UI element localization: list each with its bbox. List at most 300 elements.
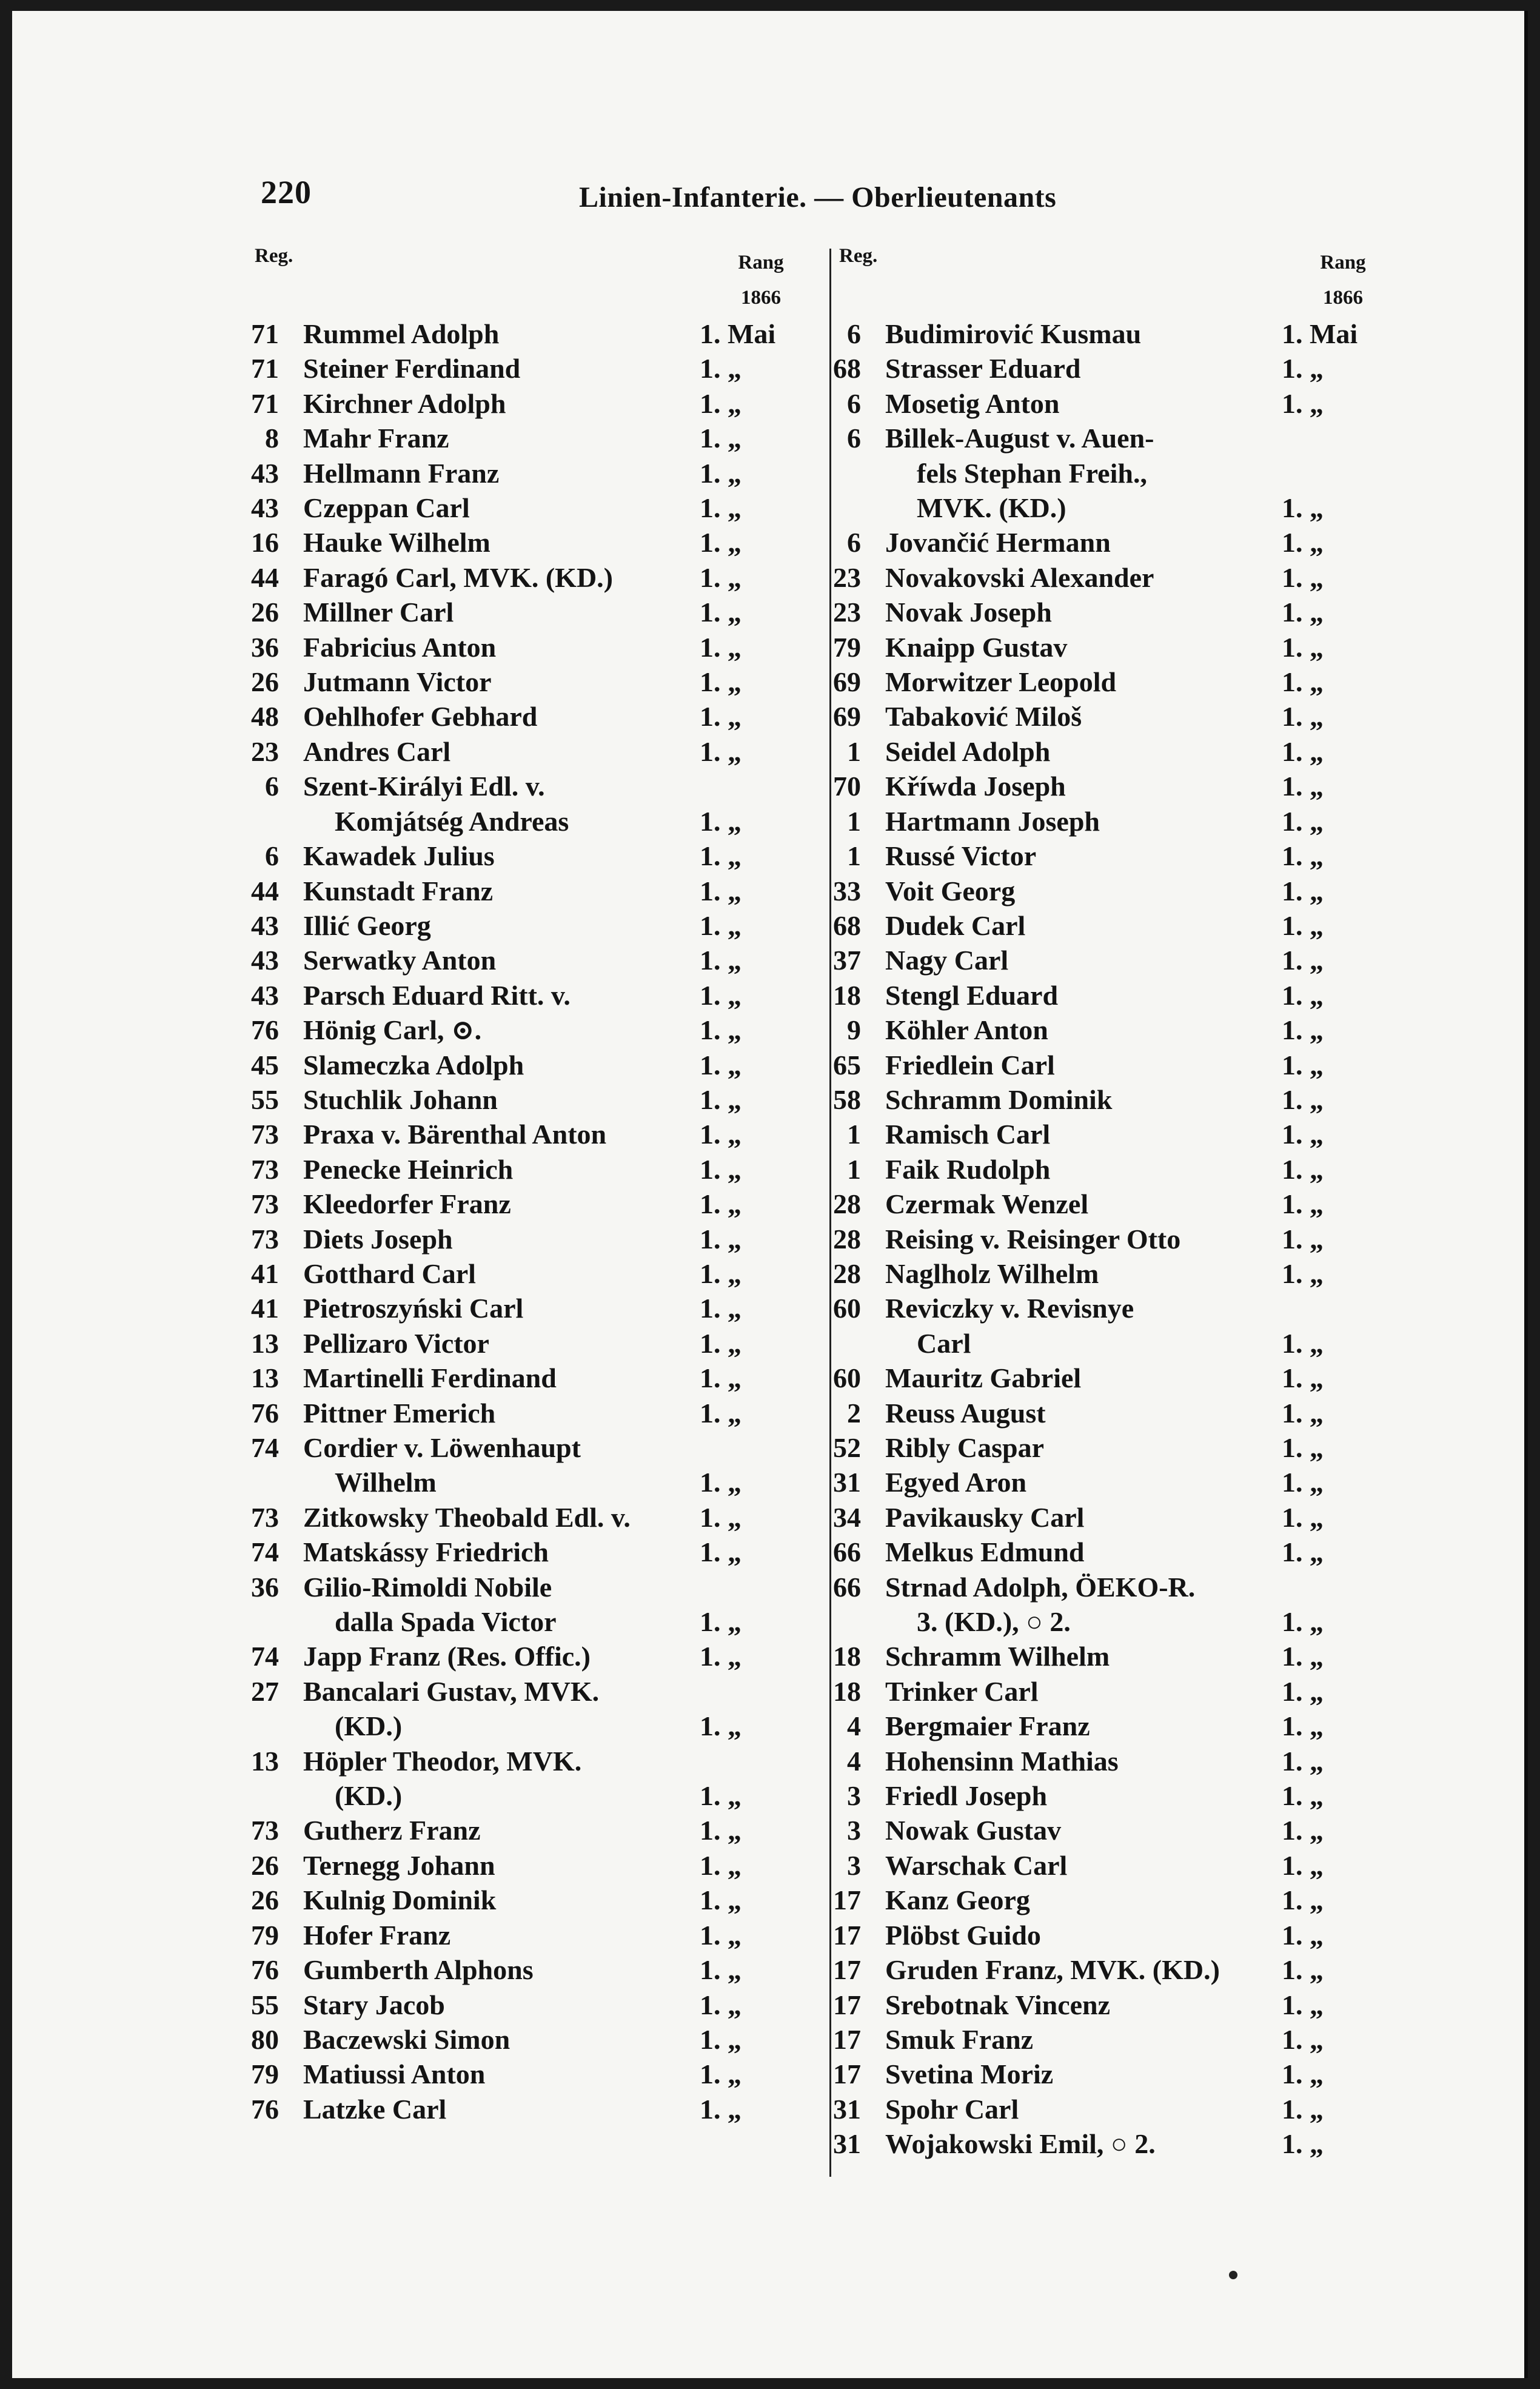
entry-row <box>212 1291 791 1325</box>
rang-text: 1. „ <box>700 423 742 454</box>
officer-name <box>279 839 685 873</box>
officer-name <box>279 1535 685 1569</box>
entry-row <box>212 1013 791 1047</box>
officer-name <box>861 317 1267 351</box>
name-line: Latzke Carl <box>303 2093 447 2125</box>
rang-date <box>1267 943 1373 977</box>
name-line: Czermak Wenzel <box>885 1188 1089 1220</box>
rang-text: 1. „ <box>700 631 742 663</box>
rang-date <box>1267 1465 1373 1499</box>
name-line: Novak Joseph <box>885 597 1052 628</box>
name-continuation: (KD.) <box>335 1780 403 1812</box>
name-line: Fabricius Anton <box>303 631 497 663</box>
reg-number: 3 <box>847 1849 861 1881</box>
rang-text: 1. „ <box>1282 979 1324 1011</box>
name-line: Matiussi Anton <box>303 2059 486 2090</box>
officer-name <box>861 1918 1267 1952</box>
name-line: Kulnig Dominik <box>303 1885 497 1916</box>
right-reg-header: Reg. <box>839 245 878 267</box>
officer-name <box>279 560 685 595</box>
rang-text: 1. „ <box>700 805 742 837</box>
officer-name <box>861 1013 1267 1047</box>
officer-name <box>861 769 1267 803</box>
entry-row <box>794 1535 1373 1569</box>
name-line: Gumberth Alphons <box>303 1954 534 1986</box>
officer-name <box>861 1709 1267 1743</box>
entry-row <box>212 1256 791 1291</box>
reg-number: 45 <box>251 1049 279 1081</box>
reg-number: 17 <box>833 2023 861 2055</box>
name-line: Kawadek Julius <box>303 840 495 872</box>
rang-text: 1. „ <box>700 1641 742 1672</box>
reg-number: 31 <box>833 2093 861 2125</box>
officer-name <box>861 1674 1267 1709</box>
entry-row <box>212 1744 791 1814</box>
officer-name <box>279 1361 685 1395</box>
name-line: Hartmann Joseph <box>885 805 1100 837</box>
officer-name <box>279 1674 685 1744</box>
name-line: Praxa v. Bärenthal Anton <box>303 1119 607 1150</box>
name-line: Pellizaro Victor <box>303 1327 489 1359</box>
name-line: Kleedorfer Franz <box>303 1188 511 1220</box>
rang-text: 1. „ <box>700 1919 742 1951</box>
entry-row <box>212 874 791 908</box>
rang-text: 1. „ <box>1282 1885 1324 1916</box>
rang-date <box>1267 665 1373 699</box>
name-line: Ribly Caspar <box>885 1432 1044 1463</box>
entry-row <box>794 1744 1373 1778</box>
reg-number: 17 <box>833 1885 861 1916</box>
rang-date <box>685 1883 791 1917</box>
rang-date <box>1267 2022 1373 2057</box>
rang-date <box>1267 1918 1373 1952</box>
entry-row <box>212 1500 791 1535</box>
entry-row <box>794 1256 1373 1291</box>
officer-name <box>279 1918 685 1952</box>
rang-date <box>685 943 791 977</box>
reg-number: 66 <box>833 1536 861 1568</box>
rang-date <box>1267 978 1373 1013</box>
rang-date <box>1267 421 1373 525</box>
officer-name <box>279 908 685 943</box>
name-line: Ramisch Carl <box>885 1119 1051 1150</box>
rang-date <box>685 317 791 351</box>
name-continuation: Komjátség Andreas <box>335 805 569 837</box>
rang-date <box>1267 630 1373 665</box>
rang-text: 1. „ <box>1282 1049 1324 1081</box>
entry-row <box>212 386 791 421</box>
officer-name <box>279 1291 685 1325</box>
rang-text: 1. „ <box>1282 1919 1324 1951</box>
rang-text: 1. „ <box>1282 1536 1324 1568</box>
name-line: Knaipp Gustav <box>885 631 1068 663</box>
rang-text: 1. „ <box>700 1397 742 1429</box>
officer-name <box>279 2022 685 2057</box>
officer-name <box>279 1952 685 1987</box>
rang-text: 1. „ <box>1282 1362 1324 1394</box>
rang-text: 1. „ <box>1282 910 1324 941</box>
entry-row <box>212 1988 791 2022</box>
officer-name <box>279 2092 685 2126</box>
name-line: Stengl Eduard <box>885 979 1059 1011</box>
name-line: Martinelli Ferdinand <box>303 1362 557 1394</box>
name-line: Hellmann Franz <box>303 457 500 489</box>
entry-row <box>794 874 1373 908</box>
left-rang-label: Rang <box>738 252 784 273</box>
reg-number: 76 <box>251 1954 279 1986</box>
entry-row <box>794 1570 1373 1640</box>
entry-row <box>212 734 791 769</box>
entry-row <box>794 1117 1373 1151</box>
entry-row <box>212 351 791 386</box>
entry-row <box>794 1430 1373 1465</box>
name-line: Plöbst Guido <box>885 1919 1041 1951</box>
officer-name <box>861 1048 1267 1082</box>
name-line: Höpler Theodor, MVK. <box>303 1745 582 1777</box>
officer-name <box>279 317 685 351</box>
entry-row <box>794 1361 1373 1395</box>
rang-text: 1. „ <box>700 1467 742 1498</box>
officer-name <box>279 1082 685 1117</box>
rang-date <box>685 630 791 665</box>
officer-name <box>861 1639 1267 1674</box>
officer-name <box>861 351 1267 386</box>
rang-text: 1. „ <box>1282 735 1324 767</box>
rang-date <box>685 1082 791 1117</box>
entry-row <box>212 1883 791 1917</box>
rang-text: 1. „ <box>700 1606 742 1638</box>
rang-date <box>685 734 791 769</box>
name-line: Melkus Edmund <box>885 1536 1085 1568</box>
reg-number: 43 <box>251 910 279 941</box>
reg-number: 60 <box>833 1362 861 1394</box>
rang-date <box>1267 1744 1373 1778</box>
rang-text: 1. „ <box>1282 561 1324 593</box>
rang-text: 1. „ <box>1282 840 1324 872</box>
reg-number: 73 <box>251 1815 279 1846</box>
running-title: Linien-Infanterie. — Oberlieutenants <box>579 181 1057 213</box>
rang-date <box>1267 699 1373 734</box>
reg-number: 71 <box>251 318 279 349</box>
rang-text: 1. „ <box>1282 1119 1324 1150</box>
reg-number: 26 <box>251 666 279 698</box>
officer-name <box>861 1117 1267 1151</box>
rang-date <box>1267 595 1373 629</box>
rang-date <box>685 1570 791 1640</box>
officer-name <box>279 1048 685 1082</box>
officer-name <box>279 1396 685 1430</box>
rang-text: 1. „ <box>700 1780 742 1812</box>
rang-date <box>685 874 791 908</box>
name-line: Spohr Carl <box>885 2093 1019 2125</box>
name-line: Gotthard Carl <box>303 1258 476 1289</box>
rang-date <box>685 1361 791 1395</box>
reg-number: 26 <box>251 1849 279 1881</box>
reg-number: 33 <box>833 875 861 906</box>
entry-row <box>794 2126 1373 2161</box>
reg-number: 28 <box>833 1188 861 1220</box>
name-line: Dudek Carl <box>885 910 1026 941</box>
entry-row <box>212 978 791 1013</box>
reg-number: 36 <box>251 631 279 663</box>
rang-text: 1. „ <box>1282 631 1324 663</box>
rang-text: 1. „ <box>700 875 742 906</box>
entry-row <box>794 769 1373 803</box>
name-line: Jutmann Victor <box>303 666 492 698</box>
reg-number: 41 <box>251 1258 279 1289</box>
entry-row <box>212 525 791 560</box>
entry-row <box>794 665 1373 699</box>
reg-number: 76 <box>251 2093 279 2125</box>
rang-date <box>1267 769 1373 803</box>
entry-row <box>794 908 1373 943</box>
name-line: Czeppan Carl <box>303 492 470 524</box>
entry-row <box>794 1013 1373 1047</box>
reg-number: 1 <box>847 1119 861 1150</box>
name-line: Kříwda Joseph <box>885 771 1066 802</box>
reg-number: 16 <box>251 527 279 558</box>
rang-text: 1. „ <box>700 1084 742 1115</box>
officer-name <box>861 2057 1267 2091</box>
rang-date <box>1267 1222 1373 1256</box>
entry-row <box>794 1709 1373 1743</box>
name-line: Faragó Carl, MVK. (KD.) <box>303 561 613 593</box>
rang-date <box>685 2092 791 2126</box>
reg-number: 55 <box>251 1989 279 2020</box>
entry-row <box>212 1117 791 1151</box>
rang-date <box>685 1048 791 1082</box>
entry-row <box>794 1465 1373 1499</box>
rang-text: 1. „ <box>1282 1501 1324 1533</box>
rang-text: 1. „ <box>700 910 742 941</box>
officer-name <box>861 1396 1267 1430</box>
entry-row <box>212 1674 791 1744</box>
rang-date <box>685 1744 791 1814</box>
name-line: Andres Carl <box>303 735 451 767</box>
name-line: Wojakowski Emil, ○ 2. <box>885 2128 1156 2160</box>
rang-text: 1. „ <box>700 1153 742 1185</box>
rang-date <box>1267 1187 1373 1221</box>
reg-number: 6 <box>265 840 279 872</box>
rang-text: 1. „ <box>1282 945 1324 976</box>
rang-text: 1. „ <box>1282 1084 1324 1115</box>
reg-number: 79 <box>251 1919 279 1951</box>
rang-date <box>1267 1013 1373 1047</box>
rang-date <box>1267 1674 1373 1709</box>
reg-number: 73 <box>251 1501 279 1533</box>
officer-name <box>279 1639 685 1674</box>
name-continuation: Wilhelm <box>335 1467 437 1498</box>
rang-date <box>685 665 791 699</box>
entry-row <box>212 1570 791 1640</box>
entry-row <box>212 1048 791 1082</box>
rang-date <box>1267 1291 1373 1361</box>
entry-row <box>794 525 1373 560</box>
entry-row <box>794 734 1373 769</box>
name-line: Reising v. Reisinger Otto <box>885 1223 1181 1255</box>
rang-date <box>1267 1778 1373 1813</box>
rang-date <box>685 525 791 560</box>
rang-date <box>685 1988 791 2022</box>
reg-number: 6 <box>847 423 861 454</box>
entry-row <box>794 978 1373 1013</box>
name-line: Pittner Emerich <box>303 1397 496 1429</box>
entry-row <box>212 456 791 491</box>
rang-date <box>1267 2092 1373 2126</box>
reg-number: 76 <box>251 1014 279 1046</box>
right-rang-year: 1866 <box>1323 287 1363 309</box>
rang-text: 1. „ <box>700 979 742 1011</box>
reg-number: 48 <box>251 701 279 732</box>
name-line: Budimirović Kusmau <box>885 318 1142 349</box>
reg-number: 79 <box>251 2059 279 2090</box>
rang-text: 1. „ <box>700 1536 742 1568</box>
name-line: Faik Rudolph <box>885 1153 1051 1185</box>
reg-number: 23 <box>833 597 861 628</box>
rang-date <box>685 769 791 839</box>
rang-text: 1. „ <box>700 1362 742 1394</box>
officer-name <box>861 1883 1267 1917</box>
rang-text: 1. „ <box>1282 1467 1324 1498</box>
rang-text: 1. „ <box>700 597 742 628</box>
page-number: 220 <box>261 174 312 210</box>
officer-name <box>861 978 1267 1013</box>
rang-date <box>1267 1988 1373 2022</box>
reg-number: 44 <box>251 561 279 593</box>
name-line: Hohensinn Mathias <box>885 1745 1119 1777</box>
entry-row <box>212 317 791 351</box>
rang-date <box>685 1918 791 1952</box>
rang-date <box>685 456 791 491</box>
rang-text: 1. „ <box>1282 875 1324 906</box>
left-rang-header <box>715 245 806 315</box>
reg-number: 71 <box>251 353 279 384</box>
rang-text: 1. „ <box>1282 2093 1324 2125</box>
reg-number: 73 <box>251 1153 279 1185</box>
officer-name <box>861 804 1267 839</box>
rang-date <box>1267 874 1373 908</box>
rang-date <box>1267 351 1373 386</box>
name-line: Schramm Wilhelm <box>885 1641 1110 1672</box>
reg-number: 18 <box>833 1675 861 1707</box>
officer-name <box>279 1117 685 1151</box>
rang-date <box>685 1848 791 1883</box>
officer-name <box>279 525 685 560</box>
officer-name <box>279 630 685 665</box>
officer-name <box>861 1570 1267 1640</box>
rang-date <box>685 1187 791 1221</box>
name-line: Bergmaier Franz <box>885 1710 1090 1742</box>
rang-text: 1. „ <box>700 945 742 976</box>
rang-date <box>685 421 791 455</box>
reg-number: 37 <box>833 945 861 976</box>
rang-text: 1. „ <box>700 1293 742 1324</box>
rang-date <box>1267 1256 1373 1291</box>
rang-text: 1. „ <box>1282 771 1324 802</box>
name-line: Mahr Franz <box>303 423 449 454</box>
entry-row <box>794 1082 1373 1117</box>
reg-number: 13 <box>251 1327 279 1359</box>
reg-number: 3 <box>847 1780 861 1812</box>
name-line: Novakovski Alexander <box>885 561 1154 593</box>
officer-name <box>279 1187 685 1221</box>
name-line: Steiner Ferdinand <box>303 353 521 384</box>
officer-name <box>861 386 1267 421</box>
reg-number: 80 <box>251 2023 279 2055</box>
entry-row <box>212 699 791 734</box>
officer-name <box>861 1152 1267 1187</box>
rang-text: 1. „ <box>1282 1780 1324 1812</box>
officer-name <box>279 386 685 421</box>
name-line: Illić Georg <box>303 910 431 941</box>
officer-name <box>279 943 685 977</box>
rang-text: 1. „ <box>1282 1710 1324 1742</box>
reg-number: 1 <box>847 1153 861 1185</box>
name-line: Pietroszyński Carl <box>303 1293 524 1324</box>
officer-name <box>861 1952 1267 1987</box>
name-line: Tabaković Miloš <box>885 701 1082 732</box>
entry-row <box>794 1848 1373 1883</box>
officer-name <box>279 1988 685 2022</box>
reg-number: 74 <box>251 1641 279 1672</box>
rang-text: 1. „ <box>1282 492 1324 524</box>
rang-date <box>685 1013 791 1047</box>
name-line: Penecke Heinrich <box>303 1153 514 1185</box>
rang-date <box>1267 317 1373 351</box>
officer-name <box>861 1988 1267 2022</box>
rang-date <box>1267 1535 1373 1569</box>
rang-date <box>1267 1570 1373 1640</box>
reg-number: 4 <box>847 1745 861 1777</box>
officer-name <box>861 630 1267 665</box>
name-line: Strnad Adolph, ÖEKO-R. <box>885 1571 1196 1603</box>
name-line: Parsch Eduard Ritt. v. <box>303 979 571 1011</box>
entry-row <box>794 839 1373 873</box>
rang-text: 1. „ <box>700 492 742 524</box>
name-continuation: (KD.) <box>335 1710 403 1742</box>
name-line: Srebotnak Vincenz <box>885 1989 1111 2020</box>
name-line: Gruden Franz, MVK. (KD.) <box>885 1954 1220 1986</box>
entry-row <box>212 1639 791 1674</box>
entry-row <box>794 943 1373 977</box>
officer-name <box>861 874 1267 908</box>
entry-row <box>212 665 791 699</box>
reg-number: 17 <box>833 2059 861 2090</box>
name-line: Serwatky Anton <box>303 945 497 976</box>
entry-row <box>212 769 791 839</box>
reg-number: 74 <box>251 1536 279 1568</box>
reg-number: 13 <box>251 1362 279 1394</box>
name-line: Kanz Georg <box>885 1885 1030 1916</box>
entry-row <box>794 630 1373 665</box>
rang-date <box>685 1256 791 1291</box>
officer-name <box>861 1222 1267 1256</box>
officer-name <box>279 1152 685 1187</box>
rang-text: 1. „ <box>700 457 742 489</box>
rang-text: 1. „ <box>700 1954 742 1986</box>
name-line: Bancalari Gustav, MVK. <box>303 1675 600 1707</box>
rang-date <box>1267 1048 1373 1082</box>
rang-text: 1. „ <box>700 2093 742 2125</box>
entry-row <box>212 560 791 595</box>
officer-name <box>861 1291 1267 1361</box>
rang-date <box>1267 386 1373 421</box>
rang-date <box>685 1535 791 1569</box>
entry-row <box>794 1674 1373 1709</box>
rang-date <box>685 1222 791 1256</box>
rang-text: 1. Mai <box>1282 318 1358 349</box>
entry-row <box>794 2092 1373 2126</box>
